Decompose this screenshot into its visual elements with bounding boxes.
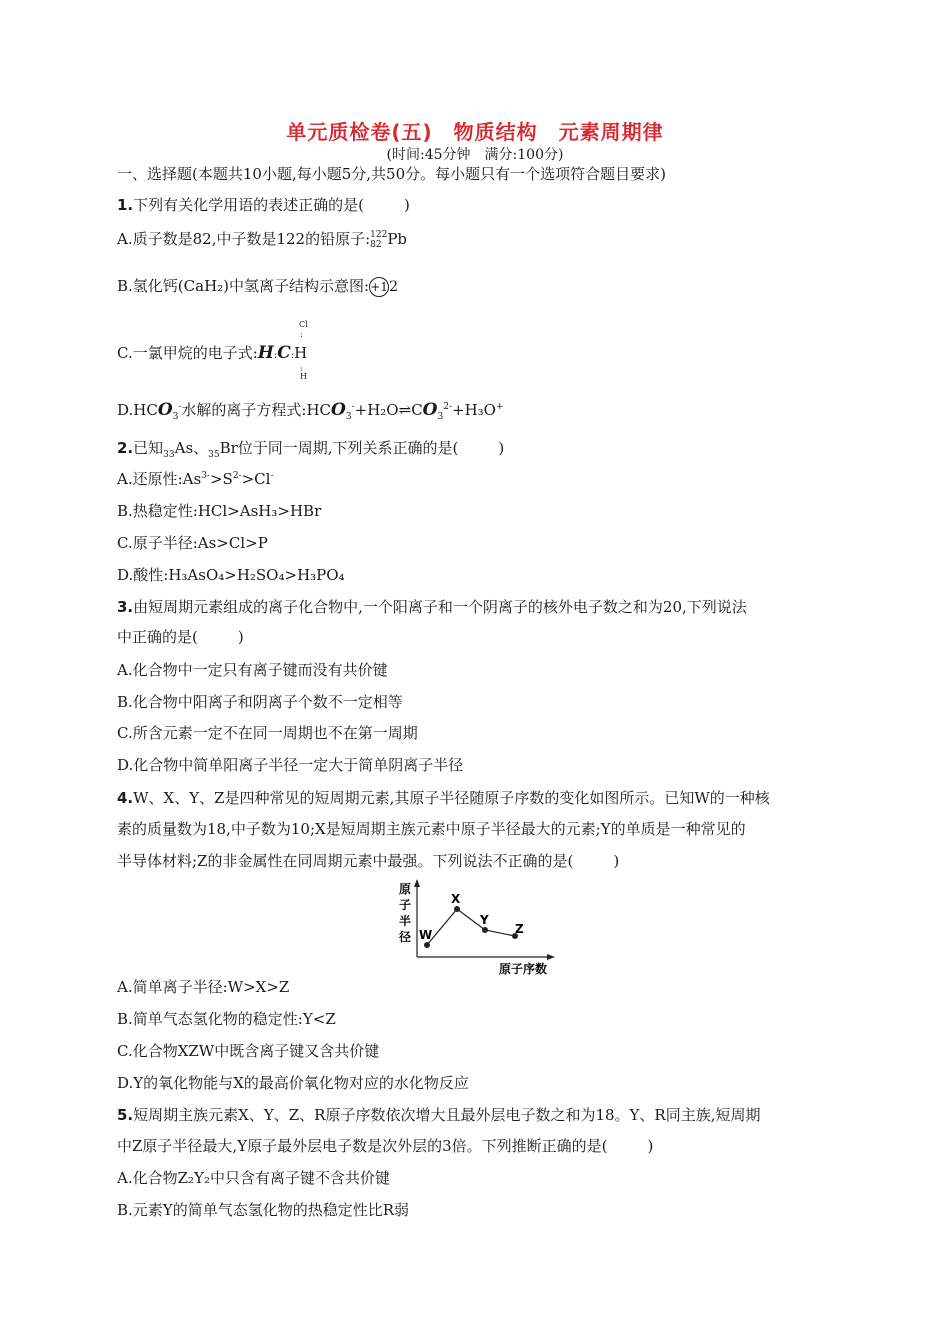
- x-label: 原子序数: [499, 962, 548, 976]
- page-title: 单元质检卷(五) 物质结构 元素周期律: [286, 120, 664, 144]
- q5-stem-2: 中Z原子半径最大,Y原子最外层电子数是次外层的3倍。下列推断正确的是( ): [117, 1137, 654, 1155]
- q4-stem-3: 半导体材料;Z的非金属性在同周期元素中最强。下列说法不正确的是( ): [117, 852, 620, 870]
- q1-number: 1.: [117, 196, 134, 214]
- y-label-4: 径: [399, 930, 412, 944]
- q4-stem-2: 素的质量数为18,中子数为10;X是短周期主族元素中原子半径最大的元素;Y的单质是一种常见的: [117, 820, 746, 838]
- label-x: X: [451, 892, 461, 906]
- q2-option-b: B.热稳定性:HCl>AsH₃>HBr: [117, 502, 322, 520]
- q2-option-a: A.还原性$:As^{3-}>S^{2-}>Cl^-$: [117, 470, 274, 488]
- q5-option-a: A.化合物Z₂Y₂中只含有离子键不含共价键: [117, 1169, 390, 1187]
- electron-formula-cl: Cl: [299, 320, 308, 329]
- nuclide-notation: 122 82: [370, 230, 388, 250]
- q3-option-b: B.化合物中阳离子和阴离子个数不一定相等: [117, 693, 403, 711]
- radius-curve: [427, 909, 515, 945]
- q3-option-a: A.化合物中一定只有离子键而没有共价键: [117, 661, 388, 679]
- q2-option-d: D.酸性:H₃AsO₄>H₂SO₄>H₃PO₄: [117, 566, 345, 584]
- q4-number: 4.: [117, 789, 134, 807]
- q5-stem-1: 5.短周期主族元素X、Y、Z、R原子序数依次增大且最外层电子数之和为18。Y、R同主族,短周期: [117, 1106, 761, 1124]
- x-axis-arrow: [547, 954, 555, 960]
- q2-number: 2.: [117, 439, 134, 457]
- nucleus-circle: +1: [369, 277, 389, 297]
- q1-option-b: B.氢化钙(CaH₂)中氢离子结构示意图:+12: [117, 277, 398, 295]
- q1-option-d: $D.HCO_3^-$水解的离子方程式$:HCO_3^-+H_2O\rightleftharpoons CO_3^{2-}+H_3O^+$: [117, 400, 504, 422]
- q5-option-b: B.元素Y的简单气态氢化物的热稳定性比R弱: [117, 1201, 409, 1219]
- electron-formula-h-bottom: H: [300, 372, 307, 381]
- point-x: [454, 906, 460, 912]
- q1-option-c: Cl : : H C.一氯甲烷的电子式$:H_:C_:H$: [117, 320, 308, 381]
- point-y: [482, 927, 488, 933]
- y-label-1: 原: [399, 882, 412, 896]
- q1-stem: 1.下列有关化学用语的表述正确的是( ): [117, 196, 410, 214]
- point-w: [424, 942, 430, 948]
- q4-option-b: B.简单气态氢化物的稳定性:Y<Z: [117, 1010, 336, 1028]
- label-y: Y: [480, 913, 489, 927]
- label-w: W: [419, 928, 433, 942]
- electron-formula-c: C: [277, 343, 291, 363]
- electron-formula-h-right: H: [294, 344, 308, 362]
- equilibrium-arrow: ⇌: [398, 401, 412, 419]
- electron-shell: 2: [389, 279, 398, 295]
- q5-number: 5.: [117, 1106, 134, 1124]
- q4-stem-1: 4.W、X、Y、Z是四种常见的短周期元素,其原子半径随原子序数的变化如图所示。已知W的一种核: [117, 789, 770, 807]
- q2-stem: 2.已知$_{33}$As、$_{35}$Br位于同一周期,下列关系正确的是( ): [117, 439, 505, 460]
- q1-option-a: A.质子数是82,中子数是122的铅原子: 122 82 Pb: [117, 230, 408, 250]
- y-label-2: 子: [399, 898, 412, 912]
- q3-option-d: D.化合物中简单阳离子半径一定大于简单阴离子半径: [117, 756, 464, 774]
- q3-stem-2: 中正确的是( ): [117, 628, 244, 646]
- section-heading: 一、选择题(本题共10小题,每小题5分,共50分。每小题只有一个选项符合题目要求): [117, 165, 666, 183]
- q4-option-a: A.简单离子半径:W>X>Z: [117, 978, 290, 996]
- q4-option-d: D.Y的氧化物能与X的最高价氧化物对应的水化物反应: [117, 1074, 469, 1092]
- atomic-radius-figure: [395, 879, 565, 979]
- q3-option-c: C.所含元素一定不在同一周期也不在第一周期: [117, 724, 418, 742]
- electron-formula-h-left: H: [257, 343, 274, 363]
- label-z: Z: [515, 922, 524, 936]
- q2-option-c: C.原子半径:As>Cl>P: [117, 534, 268, 552]
- q4-option-c: C.化合物XZW中既含离子键又含共价键: [117, 1042, 380, 1060]
- y-axis-arrow: [414, 879, 420, 887]
- q3-number: 3.: [117, 598, 134, 616]
- page-subtitle: (时间:45分钟 满分:100分): [386, 147, 564, 163]
- q3-stem-1: 3.由短周期元素组成的离子化合物中,一个阳离子和一个阴离子的核外电子数之和为20,下列说法: [117, 598, 747, 616]
- y-label-3: 半: [399, 914, 412, 928]
